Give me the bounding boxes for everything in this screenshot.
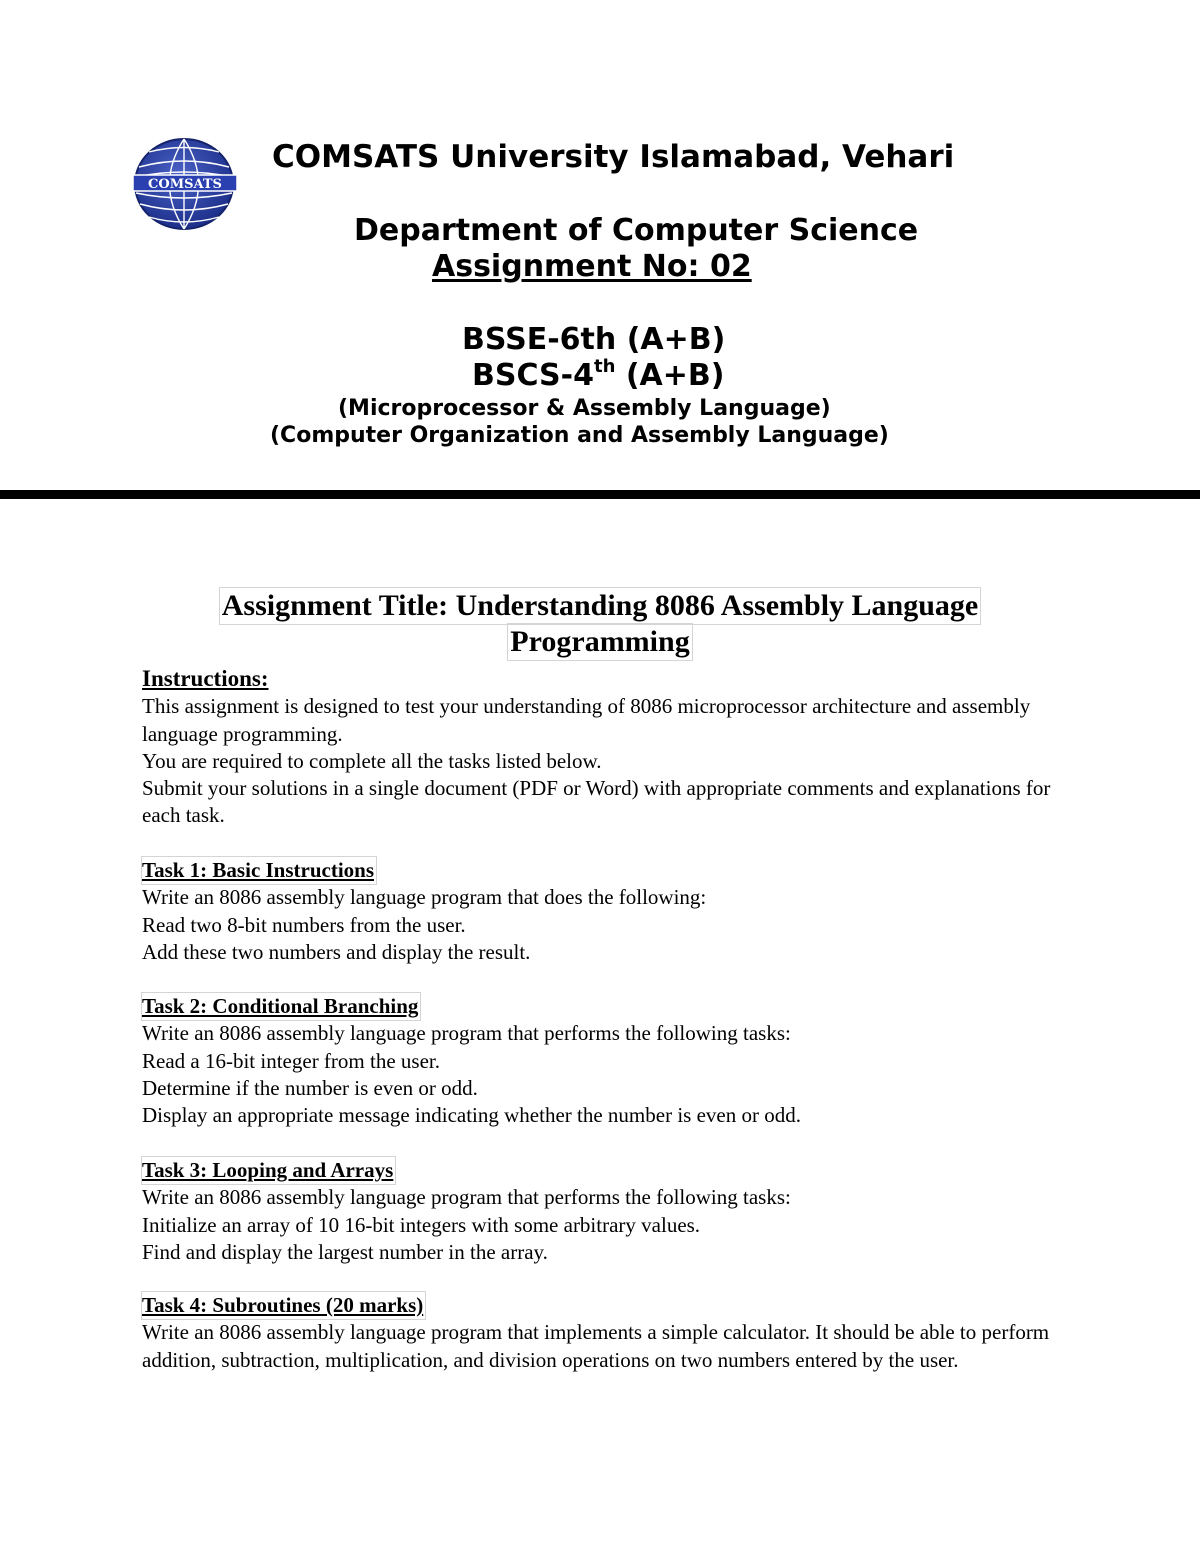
task-1-heading: Task 1: Basic Instructions bbox=[142, 857, 376, 884]
assignment-title-line-2: Programming bbox=[510, 625, 690, 658]
task-1-section bbox=[142, 857, 1072, 966]
instructions-section bbox=[142, 665, 1072, 830]
instructions-heading: Instructions: bbox=[142, 666, 269, 691]
task-2-line: Read a 16-bit integer from the user. bbox=[142, 1048, 440, 1073]
course-name-2: (Computer Organization and Assembly Language) bbox=[270, 423, 889, 448]
instruction-line: You are required to complete all the tasks listed below. bbox=[142, 748, 602, 773]
task-3-line: Initialize an array of 10 16-bit integers with some arbitrary values. bbox=[142, 1212, 701, 1237]
logo-text: COMSATS bbox=[148, 177, 222, 192]
task-3-section bbox=[142, 1157, 1072, 1266]
instruction-line: Submit your solutions in a single document (PDF or Word) with appropriate comments and explanations for each task. bbox=[142, 776, 1051, 828]
task-1-line: Write an 8086 assembly language program that does the following: bbox=[142, 885, 707, 910]
program-bscs-superscript: th bbox=[593, 356, 616, 377]
program-bscs bbox=[472, 356, 725, 393]
department-name: Department of Computer Science bbox=[354, 213, 919, 248]
task-4-section bbox=[142, 1292, 1072, 1374]
program-bsse: BSSE-6th (A+B) bbox=[462, 322, 726, 357]
header-divider bbox=[0, 490, 1200, 499]
university-name: COMSATS University Islamabad, Vehari bbox=[272, 139, 955, 175]
instruction-line: This assignment is designed to test your understanding of 8086 microprocessor architecture and assembly language programming. bbox=[142, 694, 1031, 746]
task-4-heading: Task 4: Subroutines (20 marks) bbox=[142, 1292, 425, 1319]
task-2-line: Display an appropriate message indicating whether the number is even or odd. bbox=[142, 1103, 801, 1128]
task-2-line: Determine if the number is even or odd. bbox=[142, 1075, 478, 1100]
task-3-heading: Task 3: Looping and Arrays bbox=[142, 1157, 395, 1184]
program-bscs-prefix: BSCS-4 bbox=[472, 358, 594, 393]
program-bscs-suffix: (A+B) bbox=[615, 358, 725, 393]
course-name-1: (Microprocessor & Assembly Language) bbox=[338, 396, 831, 421]
task-2-line: Write an 8086 assembly language program that performs the following tasks: bbox=[142, 1021, 791, 1046]
comsats-logo-icon bbox=[133, 137, 237, 231]
task-2-heading: Task 2: Conditional Branching bbox=[142, 993, 420, 1020]
task-1-line: Add these two numbers and display the result. bbox=[142, 939, 531, 964]
assignment-title bbox=[0, 588, 1200, 660]
task-3-line: Write an 8086 assembly language program that performs the following tasks: bbox=[142, 1185, 791, 1210]
assignment-number: Assignment No: 02 bbox=[432, 249, 752, 284]
task-3-line: Find and display the largest number in the array. bbox=[142, 1239, 548, 1264]
task-4-line: Write an 8086 assembly language program that implements a simple calculator. It should be able to perform addition, subtraction, multiplication, and division operations on two numbers entered by the user. bbox=[142, 1320, 1050, 1372]
assignment-title-line-1: Assignment Title: Understanding 8086 Assembly Language bbox=[221, 589, 979, 622]
task-1-line: Read two 8-bit numbers from the user. bbox=[142, 912, 466, 937]
university-logo bbox=[133, 137, 237, 231]
task-2-section bbox=[142, 993, 1072, 1129]
